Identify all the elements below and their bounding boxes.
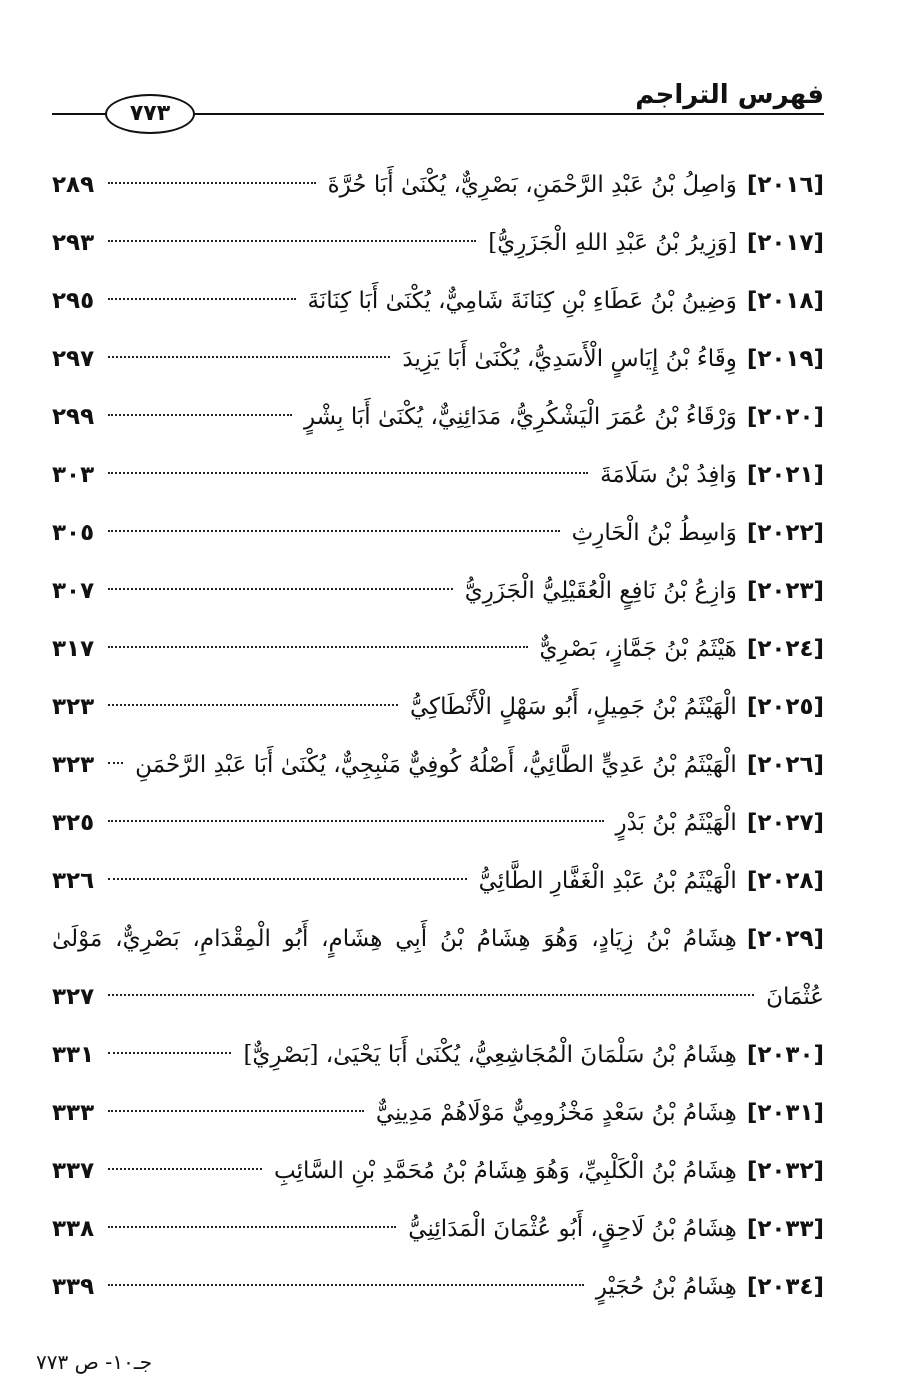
index-entry [52, 330, 824, 388]
page-number-badge: ٧٧٣ [105, 94, 195, 134]
entry-name: وِقَاءُ بْنُ إِيَاسٍ الْأَسَدِيُّ، يُكْنَىٰ أَبَا يَزِيدَ [402, 346, 737, 372]
index-entry [52, 1026, 824, 1084]
leader-dots [108, 820, 604, 822]
entry-name: هِشَامُ بْنُ الْكَلْبِيِّ، وَهُوَ هِشَامُ بْنُ مُحَمَّدِ بْنِ السَّائِبِ [273, 1158, 737, 1184]
entry-number: [٢٠٣٣] [746, 1216, 824, 1242]
leader-dots [108, 762, 123, 764]
index-entry [52, 1142, 824, 1200]
leader-dots [108, 588, 453, 590]
entry-page: ٣٠٣ [52, 462, 95, 488]
leader-dots [108, 472, 588, 474]
index-entry [52, 852, 824, 910]
entry-number: [٢٠٢٥] [746, 694, 824, 720]
footer-signature: جـ١٠- ص ٧٧٣ [36, 1350, 153, 1374]
entry-name: وَضِينُ بْنُ عَطَاءِ بْنِ كِنَانَةَ شَامِيٌّ، يُكْنَىٰ أَبَا كِنَانَةَ [307, 288, 737, 314]
entry-page: ٢٩٣ [52, 230, 95, 256]
entry-number: [٢٠٢٠] [746, 404, 824, 430]
entry-number: [٢٠١٨] [746, 288, 824, 314]
index-entry [52, 156, 824, 214]
entry-number: [٢٠٣١] [746, 1100, 824, 1126]
entry-number: [٢٠٢٦] [746, 752, 824, 778]
index-entry [52, 678, 824, 736]
entry-page: ٢٩٩ [52, 404, 95, 430]
index-entry [52, 446, 824, 504]
entry-number: [٢٠٢٣] [746, 578, 824, 604]
entry-page: ٢٩٥ [52, 288, 95, 314]
entry-page: ٣٣٧ [52, 1158, 95, 1184]
entry-name-continuation: عُثْمَانَ [766, 984, 824, 1010]
entry-number: [٢٠٣٠] [746, 1042, 824, 1068]
leader-dots [108, 878, 467, 880]
entry-page: ٣٣٣ [52, 1100, 95, 1126]
index-entry [52, 1084, 824, 1142]
entry-number: [٢٠١٩] [746, 346, 824, 372]
entry-name: هَيْثَمُ بْنُ جَمَّازٍ، بَصْرِيٌّ [539, 636, 737, 662]
leader-dots [108, 704, 398, 706]
entry-page: ٣٣١ [52, 1042, 95, 1068]
entry-page: ٣٣٩ [52, 1274, 95, 1300]
leader-dots [108, 182, 316, 184]
entry-number: [٢٠٢٨] [746, 868, 824, 894]
entry-page: ٣٠٧ [52, 578, 95, 604]
entry-page: ٣٢٣ [52, 752, 95, 778]
leader-dots [108, 298, 296, 300]
index-entry [52, 620, 824, 678]
index-entry-multiline [52, 910, 824, 968]
entry-name: الْهَيْثَمُ بْنُ جَمِيلٍ، أَبُو سَهْلٍ الْأَنْطَاكِيُّ [409, 694, 737, 720]
leader-dots [108, 414, 292, 416]
entry-name: وَافِدُ بْنُ سَلَامَةَ [600, 462, 737, 488]
index-entry [52, 1200, 824, 1258]
index-entry [52, 736, 824, 794]
entry-page: ٣٣٨ [52, 1216, 95, 1242]
entry-name: الْهَيْثَمُ بْنُ عَبْدِ الْغَفَّارِ الطَّائِيُّ [478, 868, 737, 894]
entry-name: وَازِعُ بْنُ نَافِعٍ الْعُقَيْلِيُّ الْجَزَرِيُّ [464, 578, 737, 604]
entry-name: هِشَامُ بْنُ لَاحِقٍ، أَبُو عُثْمَانَ الْمَدَائِنِيُّ [408, 1216, 737, 1242]
entry-page: ٣٠٥ [52, 520, 95, 546]
entry-name: الْهَيْثَمُ بْنُ بَدْرٍ [615, 810, 737, 836]
entry-number: [٢٠٢٢] [746, 520, 824, 546]
entry-name: وَاسِطُ بْنُ الْحَارِثِ [571, 520, 737, 546]
leader-dots [108, 1110, 364, 1112]
entry-name: الْهَيْثَمُ بْنُ عَدِيٍّ الطَّائِيُّ، أَصْلُهُ كُوفِيٌّ مَنْبِجِيٌّ، يُكْنَىٰ أَبَا عَبْدِ الرَّحْمَنِ [135, 752, 737, 778]
entry-page: ٣٢٣ [52, 694, 95, 720]
entry-name: [وَزِيرُ بْنُ عَبْدِ اللهِ الْجَزَرِيُّ] [488, 230, 737, 256]
entry-name: هِشَامُ بْنُ سَعْدٍ مَخْزُومِيٌّ مَوْلَاهُمْ مَدِينِيٌّ [375, 1100, 737, 1126]
index-entry [52, 214, 824, 272]
index-entry [52, 794, 824, 852]
index-entry [52, 562, 824, 620]
entry-number: [٢٠٢٧] [746, 810, 824, 836]
entry-page: ٢٨٩ [52, 172, 95, 198]
leader-dots [108, 1284, 584, 1286]
entry-page: ٣١٧ [52, 636, 95, 662]
index-entry [52, 1258, 824, 1316]
entry-name: وَاصِلُ بْنُ عَبْدِ الرَّحْمَنِ، بَصْرِيٌّ، يُكْنَىٰ أَبَا حُرَّةَ [327, 172, 737, 198]
index-entry [52, 388, 824, 446]
entry-number: [٢٠٣٤] [746, 1274, 824, 1300]
entry-name: وَرْقَاءُ بْنُ عُمَرَ الْيَشْكُرِيُّ، مَدَائِنِيٌّ، يُكْنَىٰ أَبَا بِشْرٍ [303, 404, 737, 430]
entry-page: ٢٩٧ [52, 346, 95, 372]
entry-name: هِشَامُ بْنُ حُجَيْرٍ [595, 1274, 737, 1300]
entry-name: هِشَامُ بْنُ سَلْمَانَ الْمُجَاشِعِيُّ، يُكْنَىٰ أَبَا يَحْيَىٰ، [بَصْرِيٌّ] [243, 1042, 737, 1068]
entry-name: هِشَامُ بْنُ زِيَادٍ، وَهُوَ هِشَامُ بْنُ أَبِي هِشَامٍ، أَبُو الْمِقْدَامِ، بَصْرِيٌّ، مَوْلَىٰ [52, 926, 737, 952]
leader-dots [108, 1052, 231, 1054]
entry-number: [٢٠٢١] [746, 462, 824, 488]
entry-page: ٣٢٦ [52, 868, 95, 894]
leader-dots [108, 240, 476, 242]
entry-page: ٣٢٧ [52, 984, 95, 1010]
leader-dots [108, 356, 390, 358]
entry-number: [٢٠٢٤] [746, 636, 824, 662]
entry-number: [٢٠١٧] [746, 230, 824, 256]
leader-dots [108, 1168, 262, 1170]
index-entries [52, 156, 824, 1316]
index-entry-continuation [52, 968, 824, 1026]
entry-number: [٢٠٣٢] [746, 1158, 824, 1184]
entry-number: [٢٠١٦] [746, 172, 824, 198]
index-entry [52, 504, 824, 562]
index-entry [52, 272, 824, 330]
leader-dots [108, 646, 528, 648]
leader-dots [108, 530, 560, 532]
entry-number: [٢٠٢٩] [746, 926, 824, 952]
leader-dots [108, 994, 754, 996]
leader-dots [108, 1226, 396, 1228]
entry-page: ٣٢٥ [52, 810, 95, 836]
page-title: فهرس التراجم [635, 80, 824, 110]
